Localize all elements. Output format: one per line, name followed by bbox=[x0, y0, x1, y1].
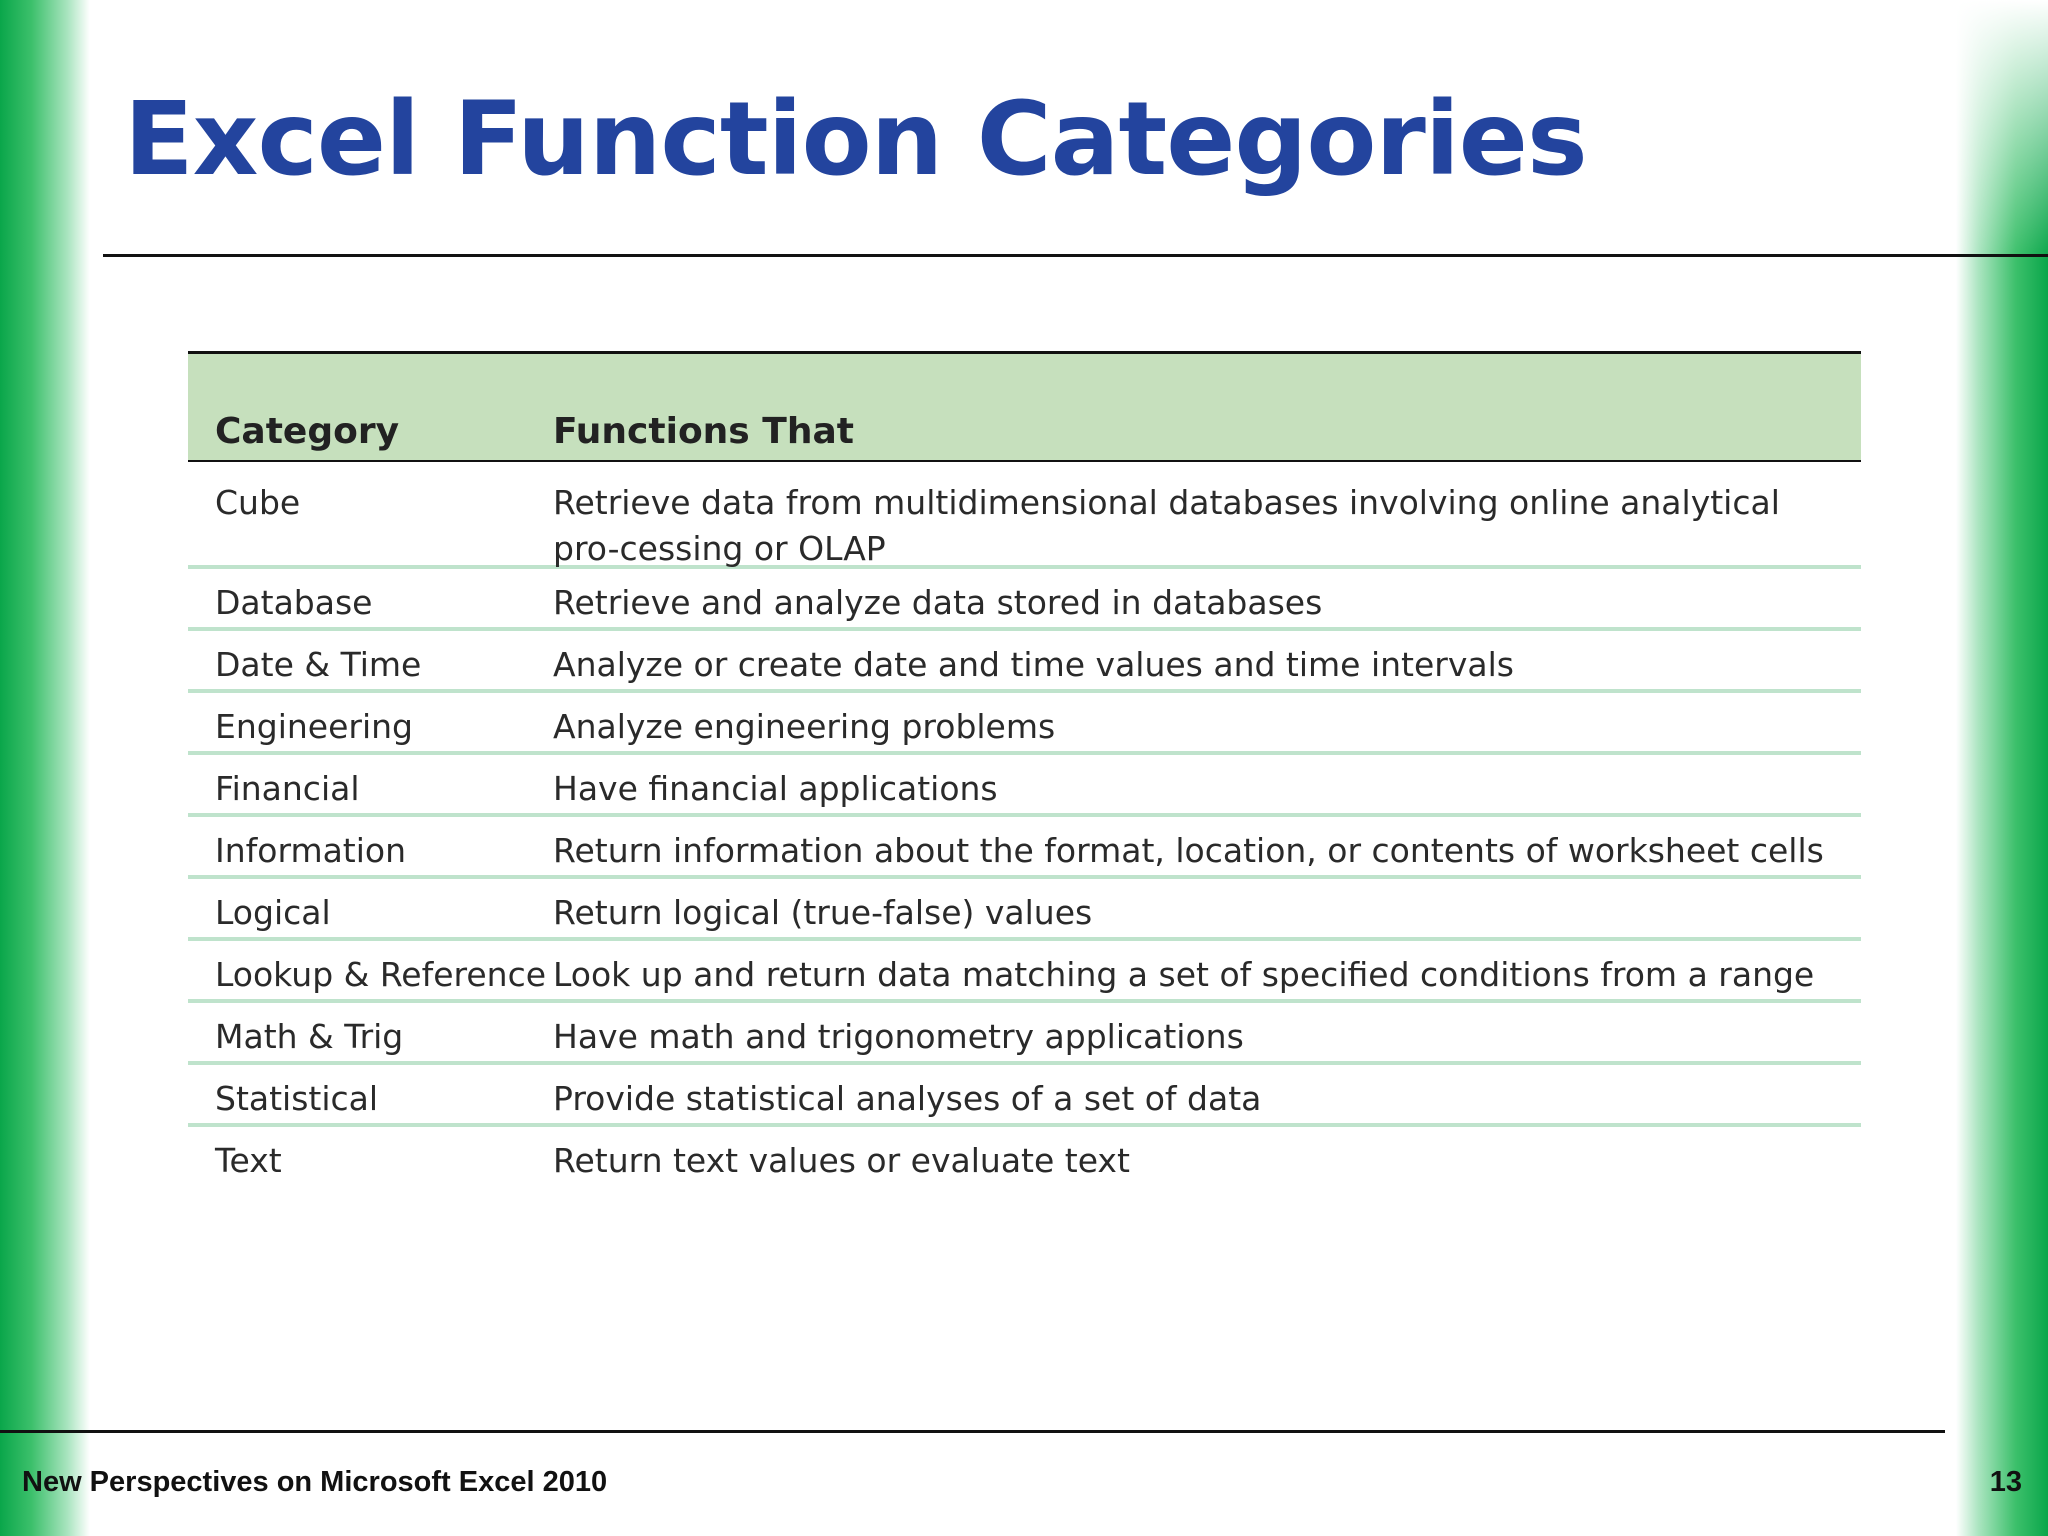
row-category: Financial bbox=[215, 769, 360, 808]
row-description: Retrieve data from multidimensional databases involving online analytical pro-cessing or OLAP bbox=[553, 483, 1780, 568]
row-category: Statistical bbox=[215, 1079, 379, 1118]
footer-divider bbox=[0, 1430, 1945, 1433]
slide-title: Excel Function Categories bbox=[124, 80, 1587, 199]
row-description: Return information about the format, location, or contents of worksheet cells bbox=[553, 831, 1824, 870]
row-description: Look up and return data matching a set of specified conditions from a range bbox=[553, 955, 1815, 994]
table-row bbox=[188, 755, 1861, 817]
row-description: Have financial applications bbox=[553, 769, 998, 808]
row-description: Have math and trigonometry applications bbox=[553, 1017, 1244, 1056]
row-category: Date & Time bbox=[215, 645, 422, 684]
header-functions-that: Functions That bbox=[553, 411, 854, 452]
table-row bbox=[188, 693, 1861, 755]
row-category: Math & Trig bbox=[215, 1017, 404, 1056]
row-category: Logical bbox=[215, 893, 331, 932]
table-header-row bbox=[188, 354, 1861, 462]
row-description: Retrieve and analyze data stored in databases bbox=[553, 583, 1323, 622]
table-row bbox=[188, 462, 1861, 569]
table-row bbox=[188, 1127, 1861, 1189]
row-description: Analyze engineering problems bbox=[553, 707, 1056, 746]
row-description: Return logical (true-false) values bbox=[553, 893, 1093, 932]
row-category: Engineering bbox=[215, 707, 413, 746]
function-categories-table bbox=[188, 351, 1861, 1189]
header-category: Category bbox=[215, 411, 400, 452]
table-row bbox=[188, 631, 1861, 693]
row-description: Return text values or evaluate text bbox=[553, 1141, 1130, 1180]
right-band-fade bbox=[1956, 0, 2048, 260]
table-row bbox=[188, 1003, 1861, 1065]
row-category: Text bbox=[215, 1141, 282, 1180]
row-category: Cube bbox=[215, 483, 301, 522]
table-row bbox=[188, 569, 1861, 631]
row-category: Lookup & Reference bbox=[215, 955, 547, 994]
row-category: Information bbox=[215, 831, 407, 870]
table-row bbox=[188, 941, 1861, 1003]
page-number: 13 bbox=[1989, 1466, 2022, 1498]
table-row bbox=[188, 817, 1861, 879]
table-row bbox=[188, 1065, 1861, 1127]
row-category: Database bbox=[215, 583, 373, 622]
table-row bbox=[188, 879, 1861, 941]
row-description: Analyze or create date and time values and time intervals bbox=[553, 645, 1514, 684]
row-description: Provide statistical analyses of a set of data bbox=[553, 1079, 1262, 1118]
left-decorative-band bbox=[0, 0, 90, 1536]
footer-course-title: New Perspectives on Microsoft Excel 2010 bbox=[22, 1466, 608, 1498]
title-divider bbox=[103, 254, 2048, 257]
